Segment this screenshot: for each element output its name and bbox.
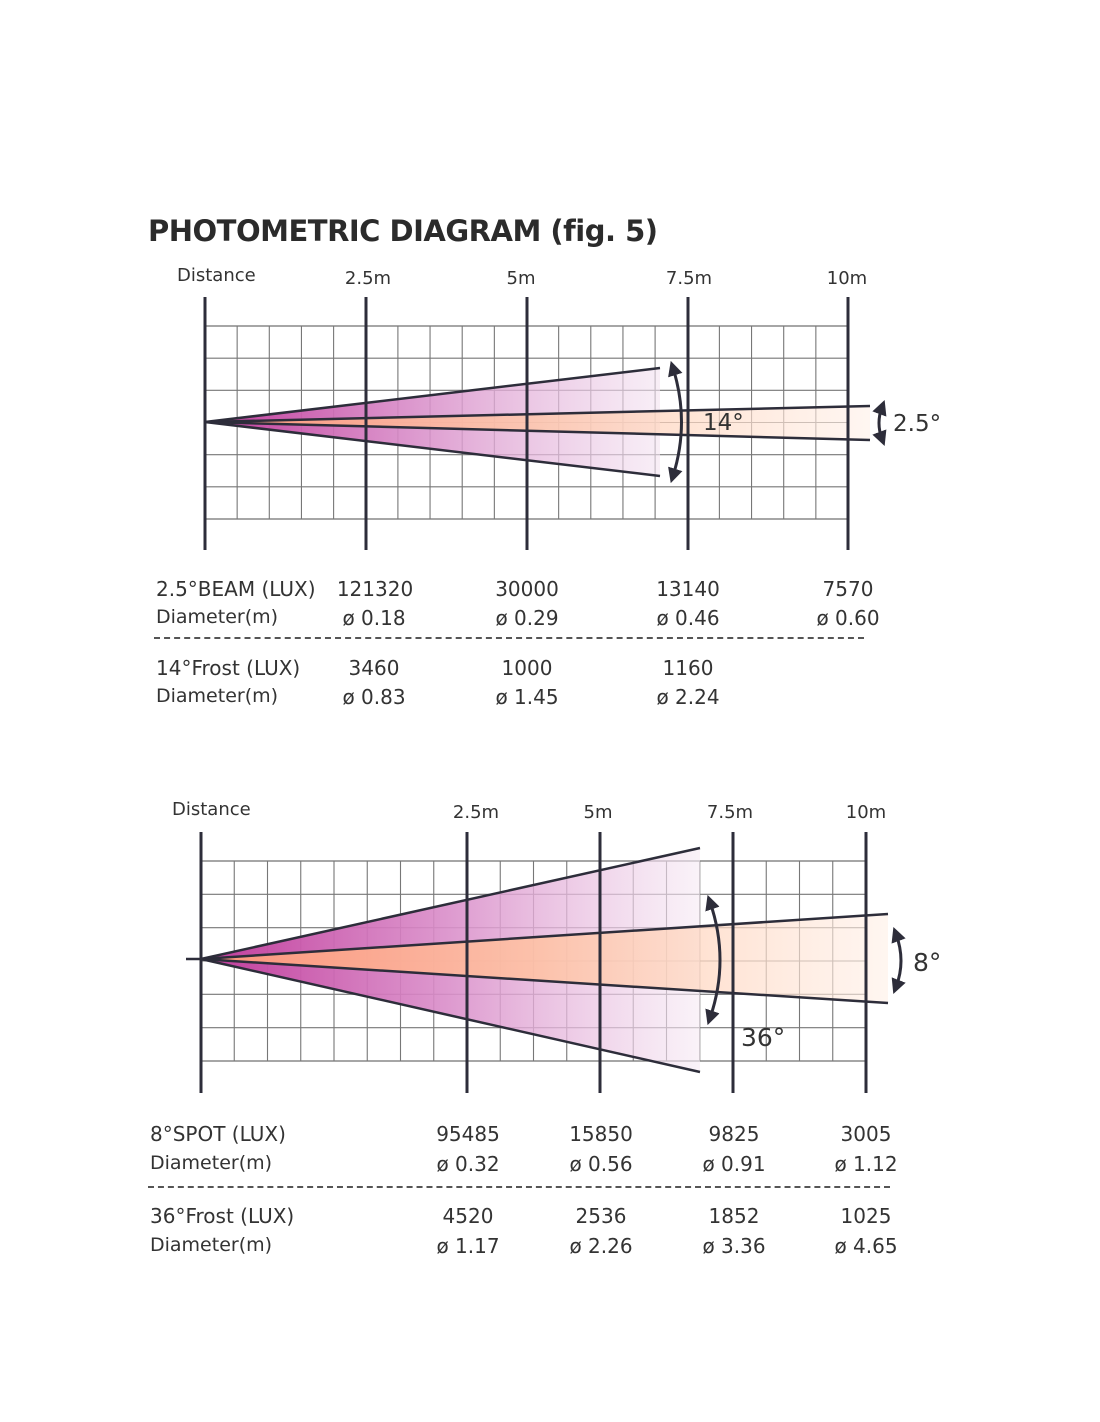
distance-tick-5m: 5m bbox=[583, 802, 613, 823]
photometric-diagram-spot bbox=[0, 830, 1100, 1110]
frost14-lux-2-5m: 3460 bbox=[348, 656, 400, 680]
beam-lux-10m: 7570 bbox=[822, 577, 874, 601]
spot-lux-2-5m: 95485 bbox=[436, 1122, 500, 1146]
frost14-lux-7-5m: 1160 bbox=[662, 656, 714, 680]
frost36-diameter-label: Diameter(m) bbox=[150, 1234, 273, 1256]
frost36-lux-2-5m: 4520 bbox=[442, 1204, 494, 1228]
frost36-lux-7-5m: 1852 bbox=[708, 1204, 760, 1228]
narrow-angle-label: 2.5° bbox=[893, 411, 942, 437]
spot-lux-label: 8°SPOT (LUX) bbox=[150, 1122, 286, 1146]
distance-tick-7-5m: 7.5m bbox=[706, 802, 754, 823]
spot-diameter-10m: ø 1.12 bbox=[834, 1152, 898, 1176]
row-divider bbox=[148, 1186, 890, 1188]
spot-lux-10m: 3005 bbox=[840, 1122, 892, 1146]
beam-diameter-label: Diameter(m) bbox=[156, 606, 279, 628]
frost36-lux-5m: 2536 bbox=[575, 1204, 627, 1228]
frost36-lux-10m: 1025 bbox=[840, 1204, 892, 1228]
distance-tick-10m: 10m bbox=[826, 268, 868, 289]
photometric-diagram-beam bbox=[0, 280, 1100, 580]
spot-diameter-2-5m: ø 0.32 bbox=[436, 1152, 500, 1176]
beam-lux-5m: 30000 bbox=[495, 577, 559, 601]
distance-label: Distance bbox=[177, 265, 256, 286]
narrow-angle-arrow bbox=[879, 407, 882, 439]
beam-diameter-7-5m: ø 0.46 bbox=[656, 606, 720, 630]
spot-diameter-label: Diameter(m) bbox=[150, 1152, 273, 1174]
frost36-lux-label: 36°Frost (LUX) bbox=[150, 1204, 295, 1228]
wide-angle-label: 36° bbox=[741, 1023, 786, 1052]
frost14-diameter-2-5m: ø 0.83 bbox=[342, 685, 406, 709]
distance-tick-2-5m: 2.5m bbox=[344, 268, 392, 289]
beam-diameter-10m: ø 0.60 bbox=[816, 606, 880, 630]
frost36-diameter-5m: ø 2.26 bbox=[569, 1234, 633, 1258]
beam-diameter-2-5m: ø 0.18 bbox=[342, 606, 406, 630]
frost14-diameter-7-5m: ø 2.24 bbox=[656, 685, 720, 709]
frost36-diameter-7-5m: ø 3.36 bbox=[702, 1234, 766, 1258]
distance-label: Distance bbox=[172, 799, 251, 820]
distance-tick-5m: 5m bbox=[506, 268, 536, 289]
narrow-angle-label: 8° bbox=[913, 948, 942, 977]
narrow-angle-arrow bbox=[896, 934, 901, 987]
distance-tick-10m: 10m bbox=[845, 802, 887, 823]
frost14-diameter-label: Diameter(m) bbox=[156, 685, 279, 707]
beam-diameter-5m: ø 0.29 bbox=[495, 606, 559, 630]
frost14-diameter-5m: ø 1.45 bbox=[495, 685, 559, 709]
frost36-diameter-2-5m: ø 1.17 bbox=[436, 1234, 500, 1258]
frost14-lux-5m: 1000 bbox=[501, 656, 553, 680]
spot-lux-5m: 15850 bbox=[569, 1122, 633, 1146]
frost14-lux-label: 14°Frost (LUX) bbox=[156, 656, 301, 680]
frost36-diameter-10m: ø 4.65 bbox=[834, 1234, 898, 1258]
distance-tick-2-5m: 2.5m bbox=[452, 802, 500, 823]
beam-lux-2-5m: 121320 bbox=[336, 577, 414, 601]
row-divider bbox=[154, 637, 864, 639]
beam-lux-7-5m: 13140 bbox=[656, 577, 720, 601]
distance-tick-7-5m: 7.5m bbox=[665, 268, 713, 289]
page-title: PHOTOMETRIC DIAGRAM (fig. 5) bbox=[148, 214, 658, 248]
beam-lux-label: 2.5°BEAM (LUX) bbox=[156, 577, 316, 601]
spot-lux-7-5m: 9825 bbox=[708, 1122, 760, 1146]
wide-angle-label: 14° bbox=[703, 410, 744, 436]
spot-diameter-7-5m: ø 0.91 bbox=[702, 1152, 766, 1176]
spot-diameter-5m: ø 0.56 bbox=[569, 1152, 633, 1176]
